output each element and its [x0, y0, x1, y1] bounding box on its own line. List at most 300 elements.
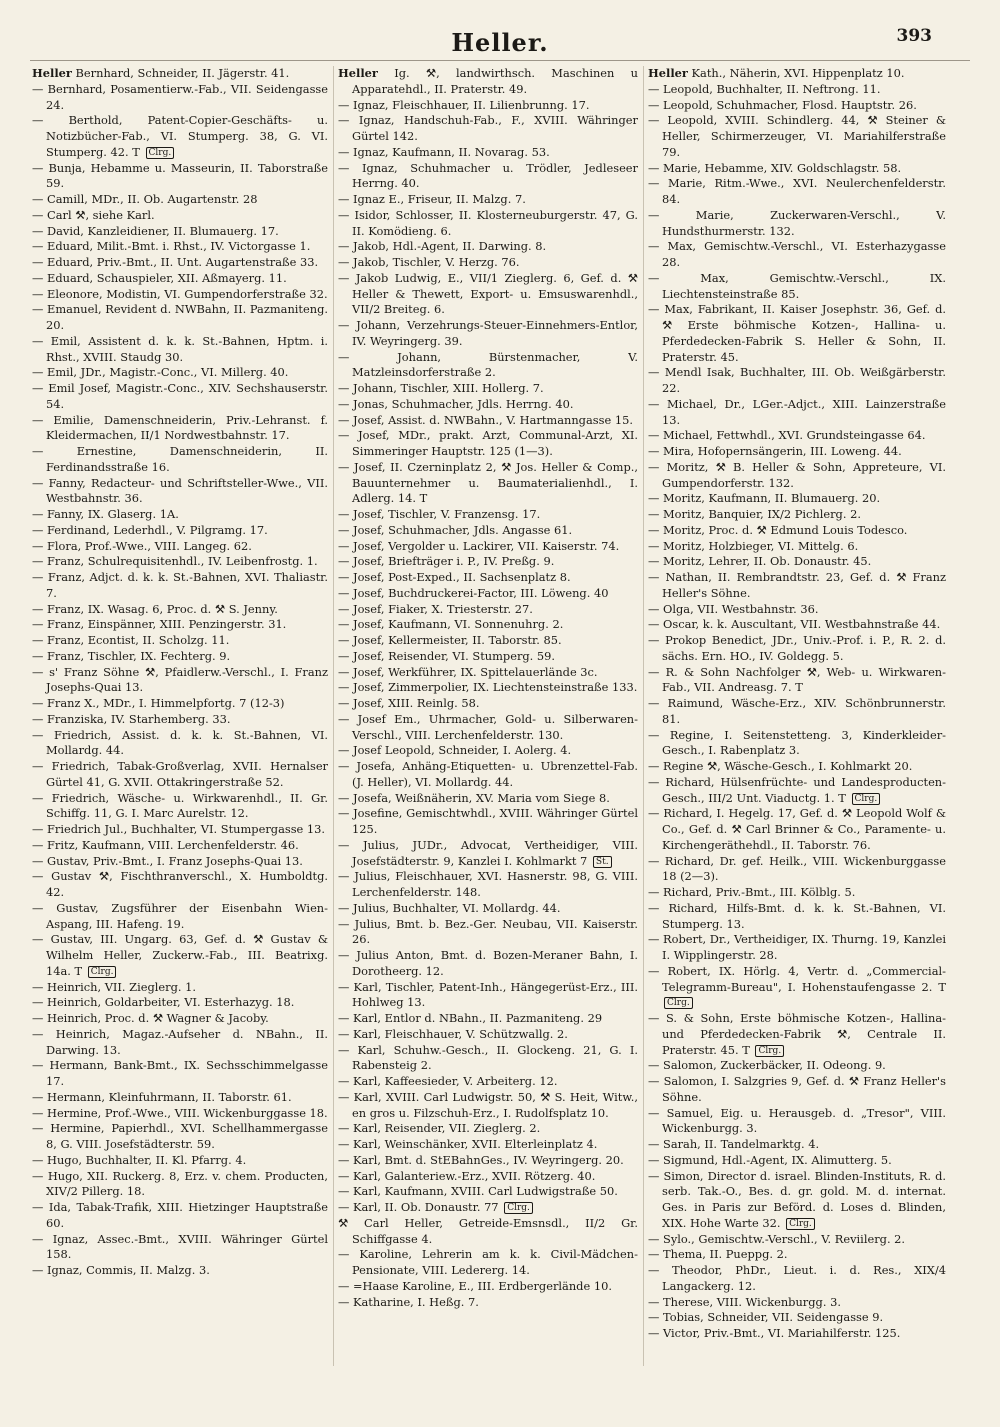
entry-text: — Samuel, Eig. u. Herausgeb. d. „Tresor", VIII. Wickenburgg. 3.	[648, 1105, 946, 1136]
entry-text: — Hugo, Buchhalter, II. Kl. Pfarrg. 4.	[32, 1152, 247, 1167]
directory-entry	[32, 161, 328, 193]
entry-text: — Emil, JDr., Magistr.-Conc., VI. Millerg. 40.	[32, 365, 289, 380]
entry-text: — Jakob, Tischler, V. Herzg. 76.	[338, 255, 520, 269]
entry-text: — Eleonore, Modistin, VI. Gumpendorferstraße 32.	[32, 286, 328, 301]
directory-entry	[32, 1263, 328, 1279]
entry-text: — Josef, Post-Exped., II. Sachsenplatz 8.	[338, 570, 571, 584]
directory-entry	[648, 1263, 946, 1295]
entry-text: — Flora, Prof.-Wwe., VIII. Langeg. 62.	[32, 538, 252, 553]
directory-entry	[32, 523, 328, 539]
entry-text: — Richard, Hilfs-Bmt. d. k. k. St.-Bahnen, VI. Stumperg. 13.	[648, 900, 946, 931]
directory-entry	[338, 350, 638, 382]
directory-entry	[32, 1121, 328, 1153]
directory-entry	[648, 633, 946, 665]
directory-entry	[338, 743, 638, 759]
directory-entry	[338, 917, 638, 949]
directory-entry	[32, 239, 328, 255]
directory-entry	[338, 1074, 638, 1090]
entry-surname: Heller	[338, 66, 378, 80]
directory-entry	[32, 208, 328, 224]
directory-entry	[338, 712, 638, 744]
entry-text: — Karl, Entlor d. NBahn., II. Pazmaniteng. 29	[338, 1011, 603, 1025]
entry-text: — Josef Em., Uhrmacher, Gold- u. Silberwaren-Verschl., VIII. Lerchenfelderstr. 130.	[338, 711, 638, 742]
directory-entry	[32, 1090, 328, 1106]
entry-text: — Ignaz, Fleischhauer, II. Lilienbrunng. 17.	[338, 97, 590, 112]
directory-entry	[32, 444, 328, 476]
entry-text: — Franziska, IV. Starhemberg. 33.	[32, 711, 231, 726]
entry-text: — Leopold, Buchhalter, II. Neftrong. 11.	[648, 81, 881, 96]
directory-entry	[648, 176, 946, 208]
directory-entry	[338, 1247, 638, 1279]
directory-entry	[338, 1137, 638, 1153]
directory-entry	[338, 586, 638, 602]
entry-text: — Mendl Isak, Buchhalter, III. Ob. Weißgärberstr. 22.	[648, 365, 946, 395]
directory-entry	[338, 1027, 638, 1043]
directory-entry	[338, 554, 638, 570]
entry-text: — Josef, Tischler, V. Franzensg. 17.	[338, 507, 541, 521]
directory-entry	[648, 239, 946, 271]
directory-entry	[32, 66, 328, 82]
entry-tag-badge: Clrg.	[852, 793, 881, 805]
entry-text: — Moritz, ⚒ B. Heller & Sohn, Appreteure, VI. Gumpendorferstr. 132.	[648, 459, 946, 490]
entry-text: — Emanuel, Revident d. NWBahn, II. Pazmaniteng. 20.	[32, 302, 328, 332]
entry-text: — Leopold, Schuhmacher, Flosd. Hauptstr. 26.	[648, 97, 917, 112]
entry-text: — Eduard, Schauspieler, XII. Aßmayerg. 11.	[32, 270, 287, 285]
entry-text: — Josefa, Anhäng-Etiquetten- u. Ubrenzettel-Fab. (J. Heller), VI. Mollardg. 44.	[338, 759, 638, 789]
directory-entry	[338, 838, 638, 870]
entry-text: — Nathan, II. Rembrandtstr. 23, Gef. d. ⚒ Franz Heller's Söhne.	[648, 570, 946, 600]
entry-text: — Karl, Reisender, VII. Zieglerg. 2.	[338, 1121, 541, 1136]
directory-entry	[32, 901, 328, 933]
directory-entry	[32, 1027, 328, 1059]
directory-entry	[32, 1153, 328, 1169]
directory-entry	[32, 995, 328, 1011]
directory-entry	[338, 1184, 638, 1200]
directory-entry	[338, 428, 638, 460]
entry-text: — Ignaz, Kaufmann, II. Novarag. 53.	[338, 144, 550, 159]
directory-entry	[648, 728, 946, 760]
directory-entry	[32, 1011, 328, 1027]
entry-text: — Josef, Schuhmacher, Jdls. Angasse 61.	[338, 522, 573, 537]
page-header	[30, 26, 970, 60]
entry-text: — Josef, Vergolder u. Lackirer, VII. Kaiserstr. 74.	[338, 538, 620, 553]
column-divider	[333, 66, 334, 1366]
directory-entry	[648, 82, 946, 98]
entry-text: — Ernestine, Damenschneiderin, II. Ferdinandsstraße 16.	[32, 444, 328, 474]
directory-entry	[32, 82, 328, 114]
entry-text: — Julius, Bmt. b. Bez.-Ger. Neubau, VII. Kaiserstr. 26.	[338, 916, 638, 947]
entry-text: — Friedrich Jul., Buchhalter, VI. Stumpergasse 13.	[32, 822, 326, 836]
entry-text: — Josef, Reisender, VI. Stumperg. 59.	[338, 648, 556, 663]
directory-entry	[338, 633, 638, 649]
entry-text: — Victor, Priv.-Bmt., VI. Mariahilferstr. 125.	[648, 1326, 901, 1340]
directory-entry	[338, 460, 638, 507]
entry-text: — Ignaz, Assec.-Bmt., XVIII. Währinger Gürtel 158.	[32, 1231, 328, 1262]
entry-text: — Johann, Bürstenmacher, V. Matzleinsdorferstraße 2.	[338, 349, 638, 380]
entry-text: — Julius, Fleischhauer, XVI. Hasnerstr. 98, G. VIII. Lerchenfelderstr. 148.	[338, 869, 638, 899]
entry-text: — Friedrich, Wäsche- u. Wirkwarenhdl., II. Gr. Schiffg. 11, G. I. Marc Aurelstr. 12.	[32, 790, 328, 821]
entry-text: — Gustav, Priv.-Bmt., I. Franz Josephs-Quai 13.	[32, 853, 303, 868]
page-number: 393	[896, 26, 932, 46]
directory-entry	[338, 901, 638, 917]
entry-text: — Robert, IX. Hörlg. 4, Vertr. d. „Commercial-Telegramm-Bureau", I. Hohenstaufengasse 2. T	[648, 963, 946, 994]
directory-entry	[32, 838, 328, 854]
entry-text: — Karl, Kaufmann, XVIII. Carl Ludwigstraße 50.	[338, 1184, 618, 1199]
directory-entry	[32, 712, 328, 728]
entry-text: — Hermann, Bank-Bmt., IX. Sechsschimmelgasse 17.	[32, 1058, 328, 1088]
directory-entry	[648, 1310, 946, 1326]
entry-surname: Heller	[32, 66, 72, 80]
entry-text: — Jonas, Schuhmacher, Jdls. Herrng. 40.	[338, 396, 574, 411]
entry-text: — Josef Leopold, Schneider, I. Aolerg. 4.	[338, 743, 572, 758]
entry-text: — Moritz, Kaufmann, II. Blumauerg. 20.	[648, 491, 881, 506]
directory-entry	[32, 980, 328, 996]
entry-text: — Karl, Galanteriew.-Erz., XVII. Rötzerg. 40.	[338, 1168, 596, 1183]
directory-entry	[648, 696, 946, 728]
directory-entry	[338, 1043, 638, 1075]
entry-text: — Regine, I. Seitenstetteng. 3, Kinderkleider-Gesch., I. Rabenplatz 3.	[648, 727, 946, 758]
header-rule	[30, 60, 970, 61]
directory-entry	[32, 287, 328, 303]
entry-text: — Karl, Tischler, Patent-Inh., Hängegerüst-Erz., III. Hohlweg 13.	[338, 979, 638, 1010]
directory-entry	[648, 397, 946, 429]
directory-entry	[648, 775, 946, 807]
entry-text: — Friedrich, Tabak-Großverlag, XVII. Hernalser Gürtel 41, G. XVII. Ottakringerstraße 52.	[32, 759, 328, 789]
directory-entry	[32, 192, 328, 208]
entry-text: — Tobias, Schneider, VII. Seidengasse 9.	[648, 1310, 884, 1325]
entry-text: — Ignaz, Handschuh-Fab., F., XVIII. Währinger Gürtel 142.	[338, 113, 638, 143]
directory-entry	[338, 381, 638, 397]
directory-entry	[648, 964, 946, 1011]
directory-entry	[648, 602, 946, 618]
entry-text: — Franz, Econtist, II. Scholzg. 11.	[32, 633, 230, 647]
directory-entry	[648, 1011, 946, 1058]
directory-entry	[648, 570, 946, 602]
directory-entry	[32, 649, 328, 665]
directory-entry	[648, 665, 946, 697]
entry-text: — Sarah, II. Tandelmarktg. 4.	[648, 1137, 820, 1151]
entry-text: Ig. ⚒, landwirthsch. Maschinen u Apparatehdl., II. Praterstr. 49.	[352, 66, 638, 96]
entry-text: — Emil, Assistent d. k. k. St.-Bahnen, Hptm. i. Rhst., XVIII. Staudg 30.	[32, 333, 328, 364]
directory-entry	[648, 1247, 946, 1263]
entry-text: — Richard, Dr. gef. Heilk., VIII. Wickenburggasse 18 (2—3).	[648, 853, 946, 884]
entry-text: — Moritz, Lehrer, II. Ob. Donaustr. 45.	[648, 554, 872, 569]
entry-text: — Josef, Zimmerpolier, IX. Liechtensteinstraße 133.	[338, 680, 638, 695]
entry-text: — Josef, Kellermeister, II. Taborstr. 85.	[338, 633, 562, 647]
directory-entry	[648, 460, 946, 492]
entry-text: — Ignaz, Commis, II. Malzg. 3.	[32, 1263, 210, 1277]
entry-text: — Josef, Kaufmann, VI. Sonnenuhrg. 2.	[338, 617, 564, 632]
directory-entry	[648, 507, 946, 523]
directory-entry	[338, 570, 638, 586]
directory-entry	[32, 570, 328, 602]
directory-entry	[648, 98, 946, 114]
entry-text: — Emilie, Damenschneiderin, Priv.-Lehranst. f. Kleidermachen, II/1 Nordwestbahnstr. 17.	[32, 412, 328, 443]
entry-text: — Salomon, Zuckerbäcker, II. Odeong. 9.	[648, 1058, 886, 1073]
entry-text: — Max, Gemischtw.-Verschl., IX. Liechtensteinstraße 85.	[648, 270, 946, 301]
entry-text: — Richard, Hülsenfrüchte- und Landesproducten-Gesch., III/2 Unt. Viaductg. 1. T	[648, 774, 946, 805]
entry-text: — Fanny, IX. Glaserg. 1A.	[32, 507, 179, 521]
directory-entry	[648, 523, 946, 539]
directory-entry	[338, 397, 638, 413]
directory-entry	[648, 365, 946, 397]
entry-text: — Franz, Tischler, IX. Fechterg. 9.	[32, 648, 231, 663]
directory-entry	[648, 554, 946, 570]
entry-text: — Jakob Ludwig, E., VII/1 Zieglerg. 6, Gef. d. ⚒ Heller & Thewett, Export- u. Emsuswarenhdl., VII/2 Breiteg. 6.	[338, 270, 638, 317]
directory-entry	[32, 1058, 328, 1090]
entry-text: — Salomon, I. Salzgries 9, Gef. d. ⚒ Franz Heller's Söhne.	[648, 1074, 946, 1104]
entry-text: Bernhard, Schneider, II. Jägerstr. 41.	[75, 66, 290, 80]
directory-entry	[338, 539, 638, 555]
directory-entry	[338, 161, 638, 193]
entry-text: — Moritz, Banquier, IX/2 Pichlerg. 2.	[648, 507, 861, 521]
entry-tag-badge: Clrg.	[88, 966, 117, 978]
directory-entry	[338, 271, 638, 318]
entry-text: — Heinrich, Proc. d. ⚒ Wagner & Jacoby.	[32, 1011, 269, 1025]
entry-text: — Karl, Bmt. d. StEBahnGes., IV. Weyringerg. 20.	[338, 1152, 624, 1167]
entry-text: — Fanny, Redacteur- und Schriftsteller-Wwe., VII. Westbahnstr. 36.	[32, 475, 328, 506]
entry-text: — Theodor, PhDr., Lieut. i. d. Res., XIX/4 Langackerg. 12.	[648, 1263, 946, 1293]
entry-text: — Franz, IX. Wasag. 6, Proc. d. ⚒ S. Jenny.	[32, 601, 278, 616]
entry-text: — Richard, Priv.-Bmt., III. Kölblg. 5.	[648, 885, 856, 899]
entry-text: — Josefine, Gemischtwhdl., XVIII. Währinger Gürtel 125.	[338, 806, 638, 836]
directory-entry	[32, 381, 328, 413]
entry-text: — Josef, Briefträger i. P., IV. Preßg. 9.	[338, 554, 555, 569]
directory-entry	[648, 539, 946, 555]
directory-entry	[338, 649, 638, 665]
directory-entry	[338, 1295, 638, 1311]
directory-entry	[32, 1232, 328, 1264]
directory-entry	[648, 1153, 946, 1169]
entry-text: — Josef, Fiaker, X. Triesterstr. 27.	[338, 601, 533, 616]
entry-tag-badge: St.	[593, 856, 612, 868]
directory-entry	[648, 161, 946, 177]
directory-entry	[32, 728, 328, 760]
entry-text: — Ignaz E., Friseur, II. Malzg. 7.	[338, 192, 526, 206]
directory-entry	[338, 696, 638, 712]
entry-text: — Gustav, Zugsführer der Eisenbahn Wien-Aspang, III. Hafeng. 19.	[32, 900, 328, 931]
entry-text: — Marie, Zuckerwaren-Verschl., V. Hundsthurmerstr. 132.	[648, 207, 946, 238]
entry-text: — Gustav ⚒, Fischthranverschl., X. Humboldtg. 42.	[32, 869, 328, 899]
entry-text: — Katharine, I. Heßg. 7.	[338, 1294, 479, 1309]
directory-entry	[32, 554, 328, 570]
directory-entry	[338, 413, 638, 429]
directory-entry	[338, 602, 638, 618]
entry-text: — S. & Sohn, Erste böhmische Kotzen-, Hallina- und Pferdedecken-Fabrik ⚒, Centrale II. Praterstr. 45. T	[648, 1011, 946, 1057]
directory-entry	[338, 869, 638, 901]
entry-text: — Therese, VIII. Wickenburgg. 3.	[648, 1294, 841, 1309]
entry-text: — R. & Sohn Nachfolger ⚒, Web- u. Wirkwaren-Fab., VII. Andreasg. 7. T	[648, 664, 946, 695]
directory-entry	[648, 1074, 946, 1106]
entry-text: — Ferdinand, Lederhdl., V. Pilgramg. 17.	[32, 522, 268, 537]
entry-text: — Moritz, Holzbieger, VI. Mittelg. 6.	[648, 538, 859, 553]
entry-text: — Fritz, Kaufmann, VIII. Lerchenfelderstr. 46.	[32, 837, 299, 852]
directory-entry	[648, 491, 946, 507]
directory-entry	[338, 523, 638, 539]
entry-text: — Sylo., Gemischtw.-Verschl., V. Reviilerg. 2.	[648, 1231, 906, 1246]
directory-entry	[338, 208, 638, 240]
directory-entry	[648, 1058, 946, 1074]
directory-entry	[32, 696, 328, 712]
directory-entry	[648, 806, 946, 853]
directory-entry	[338, 680, 638, 696]
directory-entry	[338, 1121, 638, 1137]
directory-entry	[338, 66, 638, 98]
directory-entry	[32, 113, 328, 160]
directory-entry	[338, 1011, 638, 1027]
directory-entry	[338, 617, 638, 633]
directory-entry	[648, 901, 946, 933]
entry-text: — Carl ⚒, siehe Karl.	[32, 207, 155, 222]
directory-entry	[338, 145, 638, 161]
directory-entry	[338, 192, 638, 208]
entry-tag-badge: Clrg.	[664, 997, 693, 1009]
entry-text: — Johann, Tischler, XIII. Hollerg. 7.	[338, 381, 544, 395]
directory-entry	[338, 1090, 638, 1122]
directory-entry	[648, 1106, 946, 1138]
entry-text: — Karoline, Lehrerin am k. k. Civil-Mädchen-Pensionate, VIII. Ledererg. 14.	[338, 1247, 638, 1277]
entry-text: — Franz, Einspänner, XIII. Penzingerstr. 31.	[32, 617, 287, 632]
directory-entry	[338, 1279, 638, 1295]
directory-entry	[648, 302, 946, 365]
entry-text: — Hermann, Kleinfuhrmann, II. Taborstr. 61.	[32, 1089, 292, 1104]
entry-text: — Leopold, XVIII. Schindlerg. 44, ⚒ Steiner & Heller, Schirmerzeuger, VI. Mariahilferstraße 79.	[648, 113, 946, 159]
directory-entry	[648, 444, 946, 460]
directory-entry	[32, 791, 328, 823]
entry-text: — Michael, Fettwhdl., XVI. Grundsteingasse 64.	[648, 428, 926, 443]
directory-entry	[648, 271, 946, 303]
column-divider	[643, 66, 644, 1366]
directory-entry	[32, 271, 328, 287]
directory-entry	[32, 302, 328, 334]
entry-text: — Olga, VII. Westbahnstr. 36.	[648, 601, 819, 616]
entry-text: — Karl, Kaffeesieder, V. Arbeiterg. 12.	[338, 1074, 558, 1088]
directory-entry	[32, 1106, 328, 1122]
directory-entry	[648, 1137, 946, 1153]
directory-entry	[648, 1169, 946, 1232]
entry-text: — Josef, II. Czerninplatz 2, ⚒ Jos. Heller & Comp., Bauunternehmer u. Baumaterialienhdl., I. Adlerg. 14. T	[338, 459, 638, 506]
directory-entry	[338, 948, 638, 980]
entry-text: — Thema, II. Pueppg. 2.	[648, 1247, 788, 1262]
entry-text: — Jakob, Hdl.-Agent, II. Darwing. 8.	[338, 239, 547, 254]
directory-entry	[32, 539, 328, 555]
directory-entry	[32, 1200, 328, 1232]
entry-text: — Mira, Hofopernsängerin, III. Loweng. 44.	[648, 444, 902, 458]
entry-tag-badge: Clrg.	[146, 147, 175, 159]
entry-text: — Josef, Buchdruckerei-Factor, III. Löweng. 40	[338, 585, 609, 600]
directory-entry	[648, 113, 946, 160]
directory-entry	[32, 224, 328, 240]
directory-entry	[338, 507, 638, 523]
directory-entry	[338, 239, 638, 255]
entry-text: — Sigmund, Hdl.-Agent, IX. Alimutterg. 5.	[648, 1152, 892, 1167]
directory-entry	[648, 854, 946, 886]
entry-tag-badge: Clrg.	[755, 1045, 784, 1057]
directory-entry	[338, 318, 638, 350]
entry-text: — Max, Fabrikant, II. Kaiser Josephstr. 36, Gef. d. ⚒ Erste böhmische Kotzen-, Hallina- u. Pferdedecken-Fabrik S. Heller & Sohn, II. Praterstr. 45.	[648, 302, 946, 364]
entry-text: — Karl, Weinschänker, XVII. Elterleinplatz 4.	[338, 1137, 598, 1151]
directory-entry	[32, 665, 328, 697]
directory-entry	[32, 854, 328, 870]
entry-text: — Franz, Schulrequisitenhdl., IV. Leibenfrostg. 1.	[32, 554, 318, 569]
directory-entry	[338, 255, 638, 271]
page-title: Heller.	[451, 28, 549, 57]
directory-entry	[32, 334, 328, 366]
entry-text: — Hermine, Papierhdl., XVI. Schellhammergasse 8, G. VIII. Josefstädterstr. 59.	[32, 1121, 328, 1151]
entry-text: — Richard, I. Hegelg. 17, Gef. d. ⚒ Leopold Wolf & Co., Gef. d. ⚒ Carl Brinner & Co., Paramente- u. Kirchengeräthehdl., II. Taborstr. 76.	[648, 806, 946, 852]
directory-entry	[32, 365, 328, 381]
entry-text: — Bernhard, Posamentierw.-Fab., VII. Seidengasse 24.	[32, 81, 328, 112]
directory-entry	[32, 255, 328, 271]
entry-text: — Franz X., MDr., I. Himmelpfortg. 7 (12-3)	[32, 696, 285, 710]
directory-entry	[32, 476, 328, 508]
entry-text: — Ignaz, Schuhmacher u. Trödler, Jedleseer Herrng. 40.	[338, 160, 638, 191]
directory-entry	[648, 208, 946, 240]
entry-text: — Raimund, Wäsche-Erz., XIV. Schönbrunnerstr. 81.	[648, 696, 946, 726]
directory-entry	[648, 428, 946, 444]
directory-entry	[338, 113, 638, 145]
entry-text: — Berthold, Patent-Copier-Geschäfts- u. Notizbücher-Fab., VI. Stumperg. 38, G. VI. Stumperg. 42. T	[32, 113, 328, 159]
entry-text: — Heinrich, VII. Zieglerg. 1.	[32, 979, 196, 994]
entry-text: — Camill, MDr., II. Ob. Augartenstr. 28	[32, 192, 258, 206]
directory-entry	[32, 1169, 328, 1201]
entry-text: — Eduard, Priv.-Bmt., II. Unt. Augartenstraße 33.	[32, 255, 319, 269]
entry-text: — s' Franz Söhne ⚒, Pfaidlerw.-Verschl., I. Franz Josephs-Quai 13.	[32, 664, 328, 695]
directory-entry	[32, 602, 328, 618]
entry-text: — Michael, Dr., LGer.-Adjct., XIII. Lainzerstraße 13.	[648, 396, 946, 427]
entry-text: — Eduard, Milit.-Bmt. i. Rhst., IV. Victorgasse 1.	[32, 239, 311, 254]
column-2	[338, 66, 638, 1366]
directory-entry	[338, 791, 638, 807]
entry-text: — Julius, JUDr., Advocat, Vertheidiger, VIII. Josefstädterstr. 9, Kanzlei I. Kohlmarkt 7	[338, 837, 638, 868]
entry-text: — Gustav, III. Ungarg. 63, Gef. d. ⚒ Gustav & Wilhelm Heller, Zuckerw.-Fab., III. Beatrixg. 14a. T	[32, 932, 328, 978]
entry-text: — Friedrich, Assist. d. k. k. St.-Bahnen, VI. Mollardg. 44.	[32, 727, 328, 758]
directory-entry	[32, 617, 328, 633]
entry-text: — Karl, Fleischhauer, V. Schützwallg. 2.	[338, 1026, 568, 1041]
directory-entry	[32, 507, 328, 523]
entry-surname: Heller	[648, 66, 688, 80]
directory-entry	[648, 1326, 946, 1342]
entry-text: — Marie, Ritm.-Wwe., XVI. Neulerchenfelderstr. 84.	[648, 176, 946, 206]
directory-entry	[648, 759, 946, 775]
entry-text: — Isidor, Schlosser, II. Klosterneuburgerstr. 47, G. II. Komödieng. 6.	[338, 207, 638, 238]
entry-text: — Regine ⚒, Wäsche-Gesch., I. Kohlmarkt 20.	[648, 759, 913, 773]
column-3	[648, 66, 946, 1366]
entry-text: — =Haase Karoline, E., III. Erdbergerlände 10.	[338, 1278, 612, 1293]
entry-tag-badge: Clrg.	[504, 1202, 533, 1214]
entry-text: — Heinrich, Goldarbeiter, VI. Esterhazyg. 18.	[32, 995, 295, 1010]
entry-text: — Hermine, Prof.-Wwe., VIII. Wickenburggasse 18.	[32, 1105, 328, 1120]
directory-entry	[648, 1295, 946, 1311]
entry-text: — Robert, Dr., Vertheidiger, IX. Thurng. 19, Kanzlei I. Wipplingerstr. 28.	[648, 932, 946, 962]
entry-text: — Oscar, k. k. Auscultant, VII. Westbahnstraße 44.	[648, 617, 941, 632]
directory-entry	[338, 1200, 638, 1216]
entry-text: — Hugo, XII. Ruckerg. 8, Erz. v. chem. Producten, XIV/2 Pillerg. 18.	[32, 1168, 328, 1199]
directory-entry	[32, 822, 328, 838]
entry-text: — Heinrich, Magaz.-Aufseher d. NBahn., II. Darwing. 13.	[32, 1026, 328, 1057]
entry-text: — Karl, II. Ob. Donaustr. 77	[338, 1200, 499, 1214]
entry-text: — Max, Gemischtw.-Verschl., VI. Esterhazygasse 28.	[648, 239, 946, 269]
directory-entry	[338, 806, 638, 838]
directory-entry	[338, 1169, 638, 1185]
directory-entry	[32, 869, 328, 901]
entry-text: — Moritz, Proc. d. ⚒ Edmund Louis Todesco.	[648, 522, 908, 537]
directory-entry	[338, 1216, 638, 1248]
directory-entry	[338, 98, 638, 114]
column-1	[32, 66, 328, 1366]
directory-entry	[32, 633, 328, 649]
directory-entry	[648, 932, 946, 964]
